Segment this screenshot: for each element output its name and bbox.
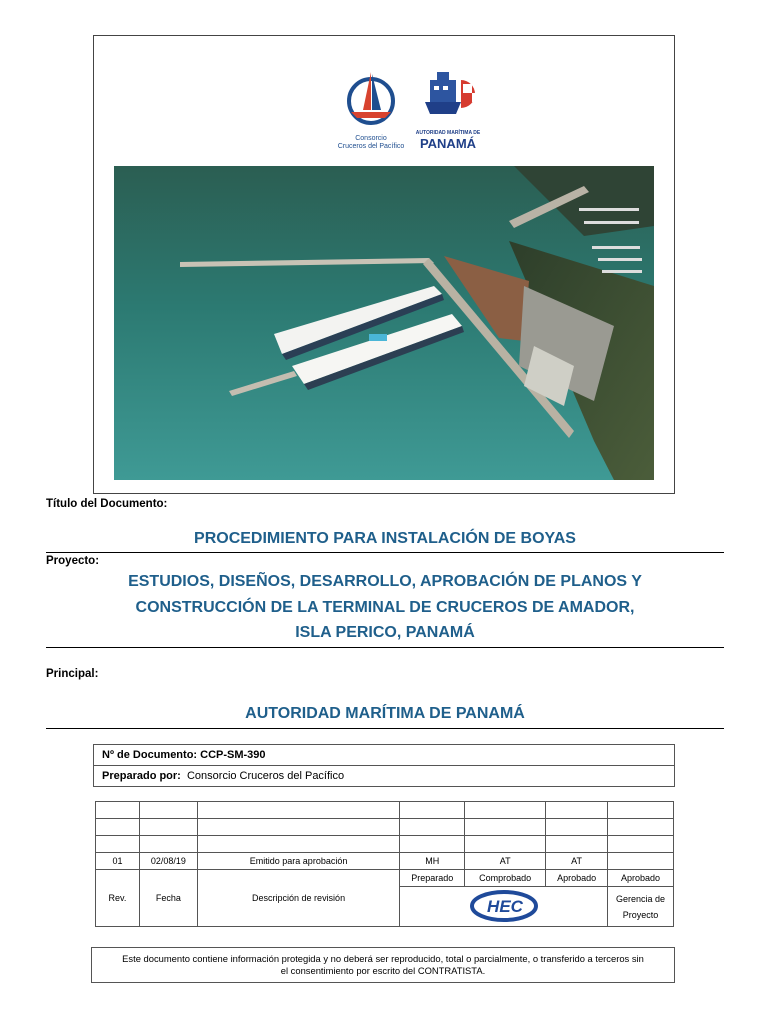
document-title: PROCEDIMIENTO PARA INSTALACIÓN DE BOYAS	[194, 530, 576, 547]
header-date: Fecha	[139, 870, 197, 927]
consorcio-logo-line1: Consorcio	[355, 135, 387, 142]
confidentiality-notice	[91, 947, 675, 983]
notice-line-1: Este documento contiene información protegida y no deberá ser reproducido, total o parcialmente, o transferido a terceros sin	[122, 953, 644, 964]
principal-name: AUTORIDAD MARÍTIMA DE PANAMÁ	[245, 705, 525, 722]
roles-row	[96, 870, 674, 887]
role-approved: Aprobado	[546, 870, 608, 887]
document-number-value: Nº de Documento: CCP-SM-390	[102, 749, 266, 761]
rev-checked: AT	[465, 853, 546, 870]
document-info-table	[93, 744, 675, 787]
project-line-3: ISLA PERICO, PANAMÁ	[295, 624, 475, 641]
rev-number: 01	[96, 853, 140, 870]
document-number	[94, 745, 675, 766]
role-prepared: Preparado	[400, 870, 465, 887]
role-approved-2: Aprobado	[608, 870, 674, 887]
project-line-1: ESTUDIOS, DISEÑOS, DESARROLLO, APROBACIÓN DE PLANOS Y	[128, 573, 642, 590]
hec-logo-text: HEC	[486, 896, 523, 916]
project-label: Proyecto:	[46, 555, 100, 567]
notice-line-2: el consentimiento por escrito del CONTRATISTA.	[280, 965, 486, 976]
prepared-by-value: Consorcio Cruceros del Pacífico	[186, 770, 345, 782]
header-rev: Rev.	[96, 870, 140, 927]
rev-prepared: MH	[400, 853, 465, 870]
consorcio-logo-line2: Cruceros del Pacífico	[337, 143, 405, 150]
rev-approved: AT	[546, 853, 608, 870]
title-rule	[46, 552, 724, 553]
amp-logo-line2: PANAMÁ	[419, 136, 477, 151]
header-description: Descripción de revisión	[197, 870, 399, 927]
revision-table	[95, 801, 674, 927]
revision-row	[96, 853, 674, 870]
amp-logo-line1: AUTORIDAD MARÍTIMA DE	[415, 130, 481, 136]
project-management: Gerencia de Proyecto	[608, 887, 674, 927]
project-rule	[46, 647, 724, 648]
project-line-2: CONSTRUCCIÓN DE LA TERMINAL DE CRUCEROS DE AMADOR,	[135, 599, 635, 616]
consorcio-logo	[338, 72, 405, 150]
rev-description: Emitido para aprobación	[197, 853, 399, 870]
principal-rule	[46, 728, 724, 729]
title-label: Título del Documento:	[46, 498, 168, 510]
principal-label: Principal:	[46, 668, 99, 680]
rev-date: 02/08/19	[139, 853, 197, 870]
prepared-by-label: Preparado por:	[102, 770, 181, 782]
amp-logo	[416, 72, 481, 151]
prepared-by-cell	[94, 766, 675, 787]
hec-logo	[469, 889, 539, 923]
terminal-aerial-photo	[114, 166, 654, 480]
hec-logo-cell	[400, 887, 608, 927]
logos	[333, 68, 493, 156]
role-checked: Comprobado	[465, 870, 546, 887]
